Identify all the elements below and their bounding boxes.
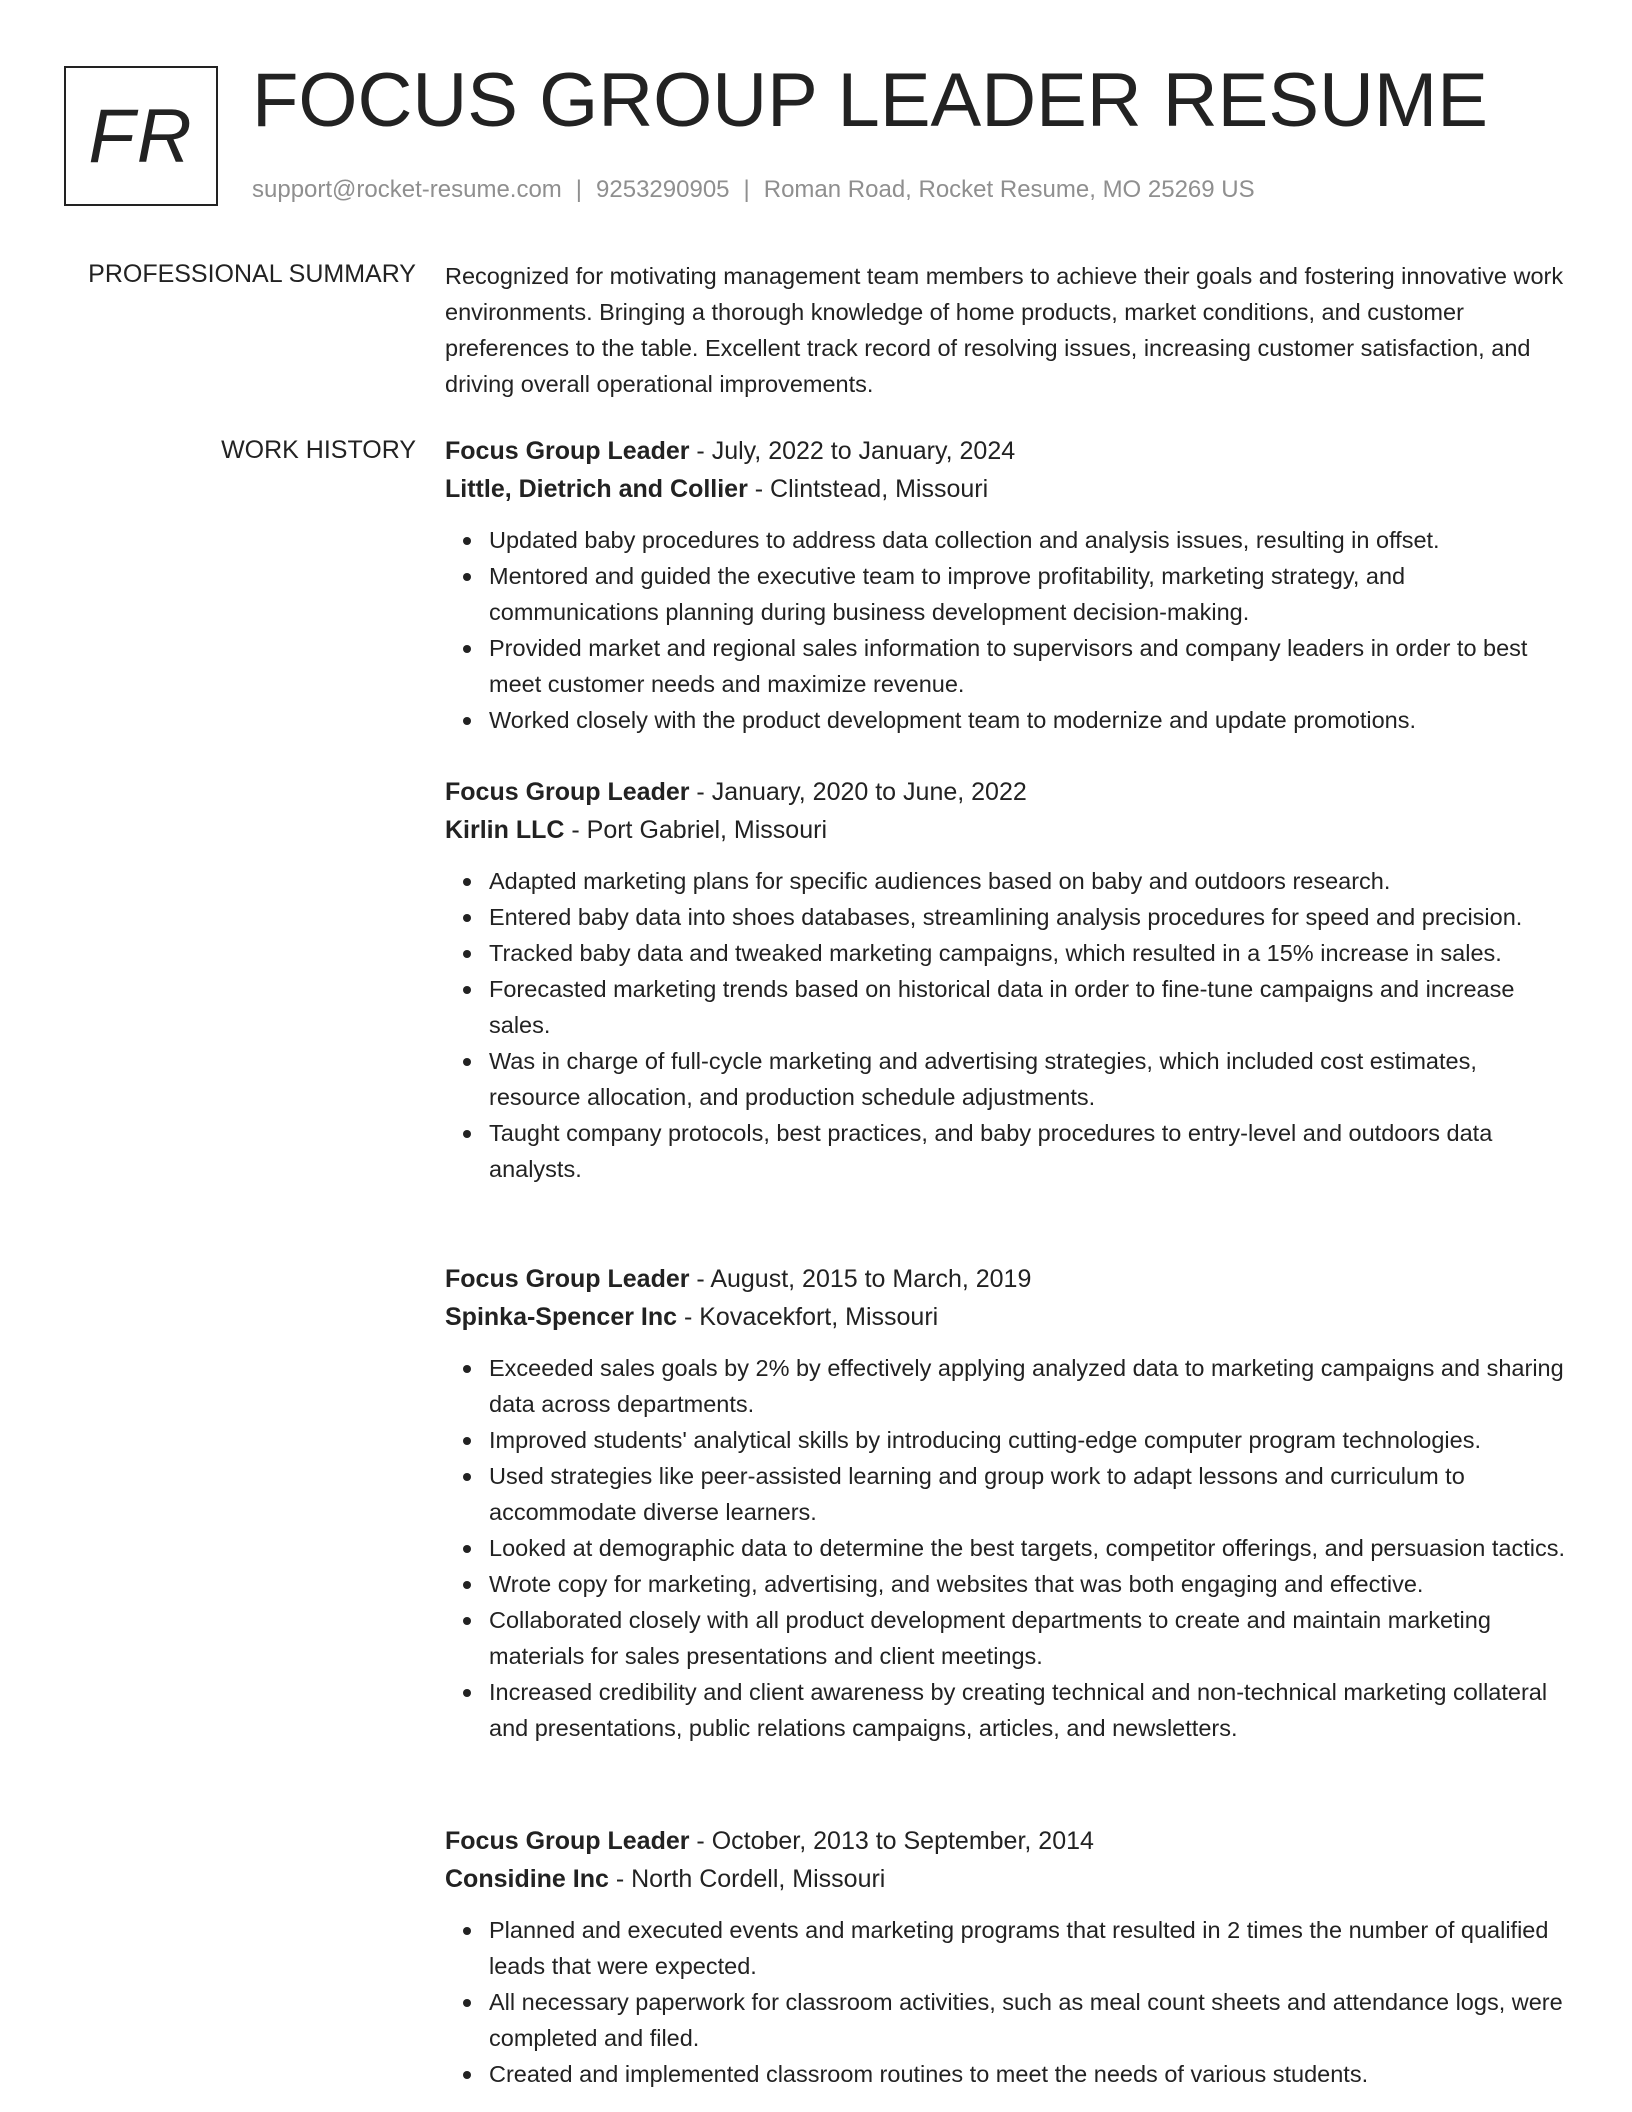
page-title: FOCUS GROUP LEADER RESUME bbox=[252, 58, 1488, 143]
list-item: Wrote copy for marketing, advertising, and websites that was both engaging and effective. bbox=[489, 1566, 1565, 1602]
job-title: Focus Group Leader bbox=[445, 437, 690, 465]
list-item: Forecasted marketing trends based on historical data in order to fine-tune campaigns and increase sales. bbox=[489, 971, 1565, 1043]
contact-separator: | bbox=[743, 176, 750, 203]
summary-heading: PROFESSIONAL SUMMARY bbox=[88, 260, 416, 288]
job-bullets bbox=[445, 863, 1565, 1187]
list-item: Created and implemented classroom routines to meet the needs of various students. bbox=[489, 2056, 1565, 2092]
job-bullets bbox=[445, 1350, 1565, 1746]
list-item: Used strategies like peer-assisted learning and group work to adapt lessons and curriculum to accommodate diverse learners. bbox=[489, 1458, 1565, 1530]
job-entry bbox=[445, 432, 1565, 738]
list-item: Increased credibility and client awareness by creating technical and non-technical marketing collateral and presentations, public relations campaigns, articles, and newsletters. bbox=[489, 1674, 1565, 1746]
contact-address: Roman Road, Rocket Resume, MO 25269 US bbox=[763, 176, 1255, 203]
work-history-heading: WORK HISTORY bbox=[221, 436, 416, 464]
job-title: Focus Group Leader bbox=[445, 1827, 690, 1855]
job-entry bbox=[445, 1260, 1565, 1746]
job-company-line bbox=[445, 470, 1565, 508]
job-title-line bbox=[445, 1822, 1565, 1860]
list-item: Adapted marketing plans for specific audiences based on baby and outdoors research. bbox=[489, 863, 1565, 899]
job-company-line bbox=[445, 1860, 1565, 1898]
job-bullets bbox=[445, 1912, 1565, 2092]
job-title-line bbox=[445, 773, 1565, 811]
list-item: Provided market and regional sales information to supervisors and company leaders in order to best meet customer needs and maximize revenue. bbox=[489, 630, 1565, 702]
list-item: All necessary paperwork for classroom activities, such as meal count sheets and attendance logs, were completed and filed. bbox=[489, 1984, 1565, 2056]
job-dates: - July, 2022 to January, 2024 bbox=[689, 437, 1016, 465]
monogram-badge: FR bbox=[64, 66, 218, 206]
list-item: Entered baby data into shoes databases, streamlining analysis procedures for speed and precision. bbox=[489, 899, 1565, 935]
job-dates: - January, 2020 to June, 2022 bbox=[689, 778, 1027, 806]
list-item: Mentored and guided the executive team to improve profitability, marketing strategy, and communications planning during business development decision-making. bbox=[489, 558, 1565, 630]
job-title: Focus Group Leader bbox=[445, 778, 690, 806]
list-item: Collaborated closely with all product development departments to create and maintain marketing materials for sales presentations and client meetings. bbox=[489, 1602, 1565, 1674]
job-company-line bbox=[445, 811, 1565, 849]
job-company-line bbox=[445, 1298, 1565, 1336]
job-entry bbox=[445, 1822, 1565, 2092]
list-item: Planned and executed events and marketing programs that resulted in 2 times the number of qualified leads that were expected. bbox=[489, 1912, 1565, 1984]
list-item: Looked at demographic data to determine the best targets, competitor offerings, and persuasion tactics. bbox=[489, 1530, 1565, 1566]
job-location: - North Cordell, Missouri bbox=[608, 1865, 886, 1893]
list-item: Improved students' analytical skills by introducing cutting-edge computer program technologies. bbox=[489, 1422, 1565, 1458]
job-title-line bbox=[445, 432, 1565, 470]
job-company: Kirlin LLC bbox=[445, 816, 565, 844]
job-company: Little, Dietrich and Collier bbox=[445, 475, 748, 503]
summary-text: Recognized for motivating management team members to achieve their goals and fostering innovative work environments. Bringing a thorough knowledge of home products, market conditions, and customer preferences to the table. Excellent track record of resolving issues, increasing customer satisfaction, and driving overall operational improvements. bbox=[445, 263, 1564, 397]
list-item: Taught company protocols, best practices, and baby procedures to entry-level and outdoors data analysts. bbox=[489, 1115, 1565, 1187]
job-location: - Clintstead, Missouri bbox=[747, 475, 989, 503]
contact-line bbox=[252, 174, 1255, 206]
job-title: Focus Group Leader bbox=[445, 1265, 690, 1293]
job-title-line bbox=[445, 1260, 1565, 1298]
job-location: - Kovacekfort, Missouri bbox=[677, 1303, 939, 1331]
list-item: Exceeded sales goals by 2% by effectively applying analyzed data to marketing campaigns and sharing data across departments. bbox=[489, 1350, 1565, 1422]
job-entry bbox=[445, 773, 1565, 1187]
list-item: Updated baby procedures to address data collection and analysis issues, resulting in offset. bbox=[489, 522, 1565, 558]
job-company: Considine Inc bbox=[445, 1865, 609, 1893]
job-dates: - August, 2015 to March, 2019 bbox=[689, 1265, 1032, 1293]
job-dates: - October, 2013 to September, 2014 bbox=[689, 1827, 1094, 1855]
list-item: Worked closely with the product development team to modernize and update promotions. bbox=[489, 702, 1565, 738]
contact-phone[interactable]: 9253290905 bbox=[596, 176, 730, 203]
contact-separator: | bbox=[575, 176, 583, 203]
job-bullets bbox=[445, 522, 1565, 738]
job-company: Spinka-Spencer Inc bbox=[445, 1303, 678, 1331]
list-item: Was in charge of full-cycle marketing and advertising strategies, which included cost estimates, resource allocation, and production schedule adjustments. bbox=[489, 1043, 1565, 1115]
list-item: Tracked baby data and tweaked marketing campaigns, which resulted in a 15% increase in sales. bbox=[489, 935, 1565, 971]
contact-email[interactable]: support@rocket-resume.com bbox=[252, 176, 562, 203]
job-location: - Port Gabriel, Missouri bbox=[564, 816, 827, 844]
